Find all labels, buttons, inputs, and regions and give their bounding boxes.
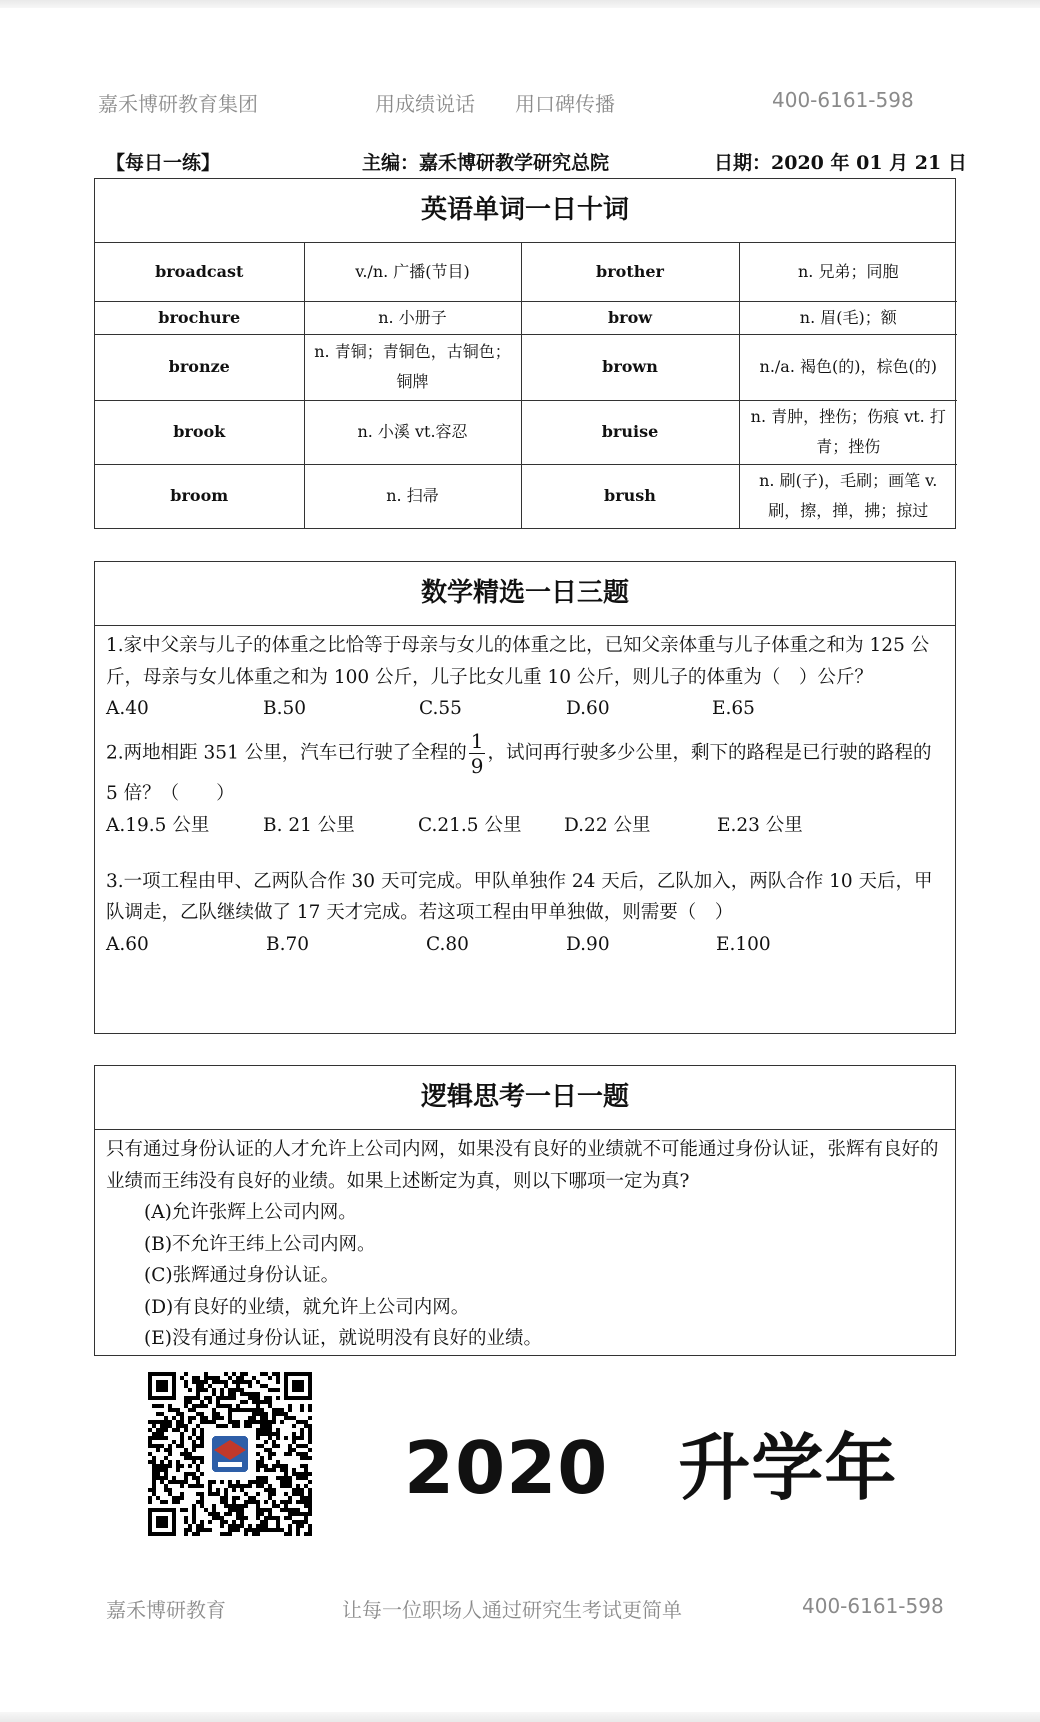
daily-tag: 【每日一练】 xyxy=(106,152,221,174)
vocab-meaning: n. 扫帚 xyxy=(304,464,521,528)
footer-motto: 让每一位职场人通过研究生考试更简单 xyxy=(342,1598,682,1622)
logic-stem: 只有通过身份认证的人才允许上公司内网，如果没有良好的业绩就不可能通过身份认证，张辉有良好的业绩而王纬没有良好的业绩。如果上述断定为真，则以下哪项一定为真? xyxy=(106,1139,939,1192)
vocab-meaning: n. 兄弟；同胞 xyxy=(739,243,957,301)
footer-org: 嘉禾博研教育 xyxy=(106,1598,226,1622)
vocab-meaning: n. 小册子 xyxy=(304,301,521,334)
vocab-word: broom xyxy=(95,464,304,528)
option: C.21.5 公里 xyxy=(418,814,522,836)
bottom-edge xyxy=(0,1712,1040,1722)
year-banner xyxy=(404,1410,897,1514)
vocab-word: brown xyxy=(521,334,739,400)
vocab-meaning: n. 刷(子)，毛刷；画笔 v. 刷，擦，掸，拂；掠过 xyxy=(739,464,957,528)
header-slogan-1: 用成绩说话 xyxy=(375,92,475,116)
math-question-3: 3.一项工程由甲、乙两队合作 30 天可完成。甲队单独作 24 天后，乙队加入，两队合作 10 天后，甲队调走，乙队继续做了 17 天才完成。若这项工程由甲单独做，则需要（ ） xyxy=(106,870,933,923)
math-q2-options xyxy=(106,810,945,842)
option: C.80 xyxy=(426,933,469,955)
math-q3-options xyxy=(106,929,945,961)
vocab-word: brother xyxy=(521,243,739,301)
option: D.90 xyxy=(566,933,610,955)
vocab-title: 英语单词一日十词 xyxy=(95,179,955,243)
math-content xyxy=(95,626,955,961)
vocab-meaning: n./a. 褐色(的)，棕色(的) xyxy=(739,334,957,400)
option: B. 21 公里 xyxy=(263,814,355,836)
option: E.23 公里 xyxy=(717,814,803,836)
vocab-word: broadcast xyxy=(95,243,304,301)
table-row xyxy=(95,243,957,301)
header-org: 嘉禾博研教育集团 xyxy=(98,92,258,116)
option: C.55 xyxy=(419,698,462,719)
vocab-meaning: v./n. 广播(节目) xyxy=(304,243,521,301)
vocab-word: bruise xyxy=(521,400,739,464)
logic-choice: (E)没有通过身份认证，就说明没有良好的业绩。 xyxy=(144,1328,542,1349)
option: D.60 xyxy=(566,698,610,719)
logic-choice: (C)张辉通过身份认证。 xyxy=(144,1265,340,1286)
logic-section xyxy=(94,1065,956,1356)
vocab-table xyxy=(95,243,957,528)
page-header xyxy=(0,88,1040,118)
header-slogan-2: 用口碑传播 xyxy=(515,92,615,116)
vocab-section xyxy=(94,178,956,529)
option: A.60 xyxy=(106,933,149,955)
logic-choice: (D)有良好的业绩，就允许上公司内网。 xyxy=(144,1296,470,1318)
header-phone: 400-6161-598 xyxy=(772,88,914,112)
editor-line: 主编：嘉禾博研教学研究总院 xyxy=(362,152,610,174)
vocab-word: brow xyxy=(521,301,739,334)
vocab-word: brush xyxy=(521,464,739,528)
option: E.65 xyxy=(712,698,755,719)
qr-logo-icon xyxy=(208,1432,252,1476)
option: E.100 xyxy=(716,933,771,955)
math-title: 数学精选一日三题 xyxy=(95,562,955,626)
option: B.50 xyxy=(263,698,307,719)
vocab-word: brook xyxy=(95,400,304,464)
math-question-2: 2.两地相距 351 公里，汽车已行驶了全程的 $\frac{1}{9}$ ，试问再行驶多少公里，剩下的路程是已行驶的路程的 5 倍？（ ） xyxy=(106,729,932,804)
date-line: 日期：2020 年 01 月 21 日 xyxy=(714,152,967,174)
vocab-word: bronze xyxy=(95,334,304,400)
option: B.70 xyxy=(266,933,310,955)
table-row xyxy=(95,334,957,400)
logic-title: 逻辑思考一日一题 xyxy=(95,1066,955,1130)
vocab-meaning: n. 眉(毛)；额 xyxy=(739,301,957,334)
table-row xyxy=(95,301,957,334)
banner-year: 2020 xyxy=(404,1426,609,1510)
vocab-word: brochure xyxy=(95,301,304,334)
fraction: $\frac{1}{9}$ xyxy=(470,729,484,778)
meta-row xyxy=(0,148,1040,178)
qr-code-icon xyxy=(148,1372,312,1536)
math-section xyxy=(94,561,956,1034)
table-row xyxy=(95,464,957,528)
vocab-meaning: n. 小溪 vt.容忍 xyxy=(304,400,521,464)
option: D.22 公里 xyxy=(564,814,651,836)
table-row xyxy=(95,400,957,464)
page-footer xyxy=(0,1594,1040,1624)
logic-content xyxy=(95,1130,955,1355)
math-question-1: 1.家中父亲与儿子的体重之比恰等于母亲与女儿的体重之比，已知父亲体重与儿子体重之和为 125 公斤，母亲与女儿体重之和为 100 公斤，儿子比女儿重 10 公斤，则儿子的体重为（ ）公斤？ xyxy=(106,635,930,688)
option: A.40 xyxy=(106,698,149,719)
math-q1-options xyxy=(106,693,945,725)
logic-choice: (A)允许张辉上公司内网。 xyxy=(144,1202,357,1223)
vocab-meaning: n. 青铜；青铜色，古铜色；铜牌 xyxy=(304,334,521,400)
footer-phone: 400-6161-598 xyxy=(802,1594,944,1618)
top-edge xyxy=(0,0,1040,8)
banner-text: 升学年 xyxy=(678,1426,898,1510)
option: A.19.5 公里 xyxy=(106,814,210,836)
vocab-meaning: n. 青肿，挫伤；伤痕 vt. 打青；挫伤 xyxy=(739,400,957,464)
logic-choice: (B)不允许王纬上公司内网。 xyxy=(144,1233,376,1255)
